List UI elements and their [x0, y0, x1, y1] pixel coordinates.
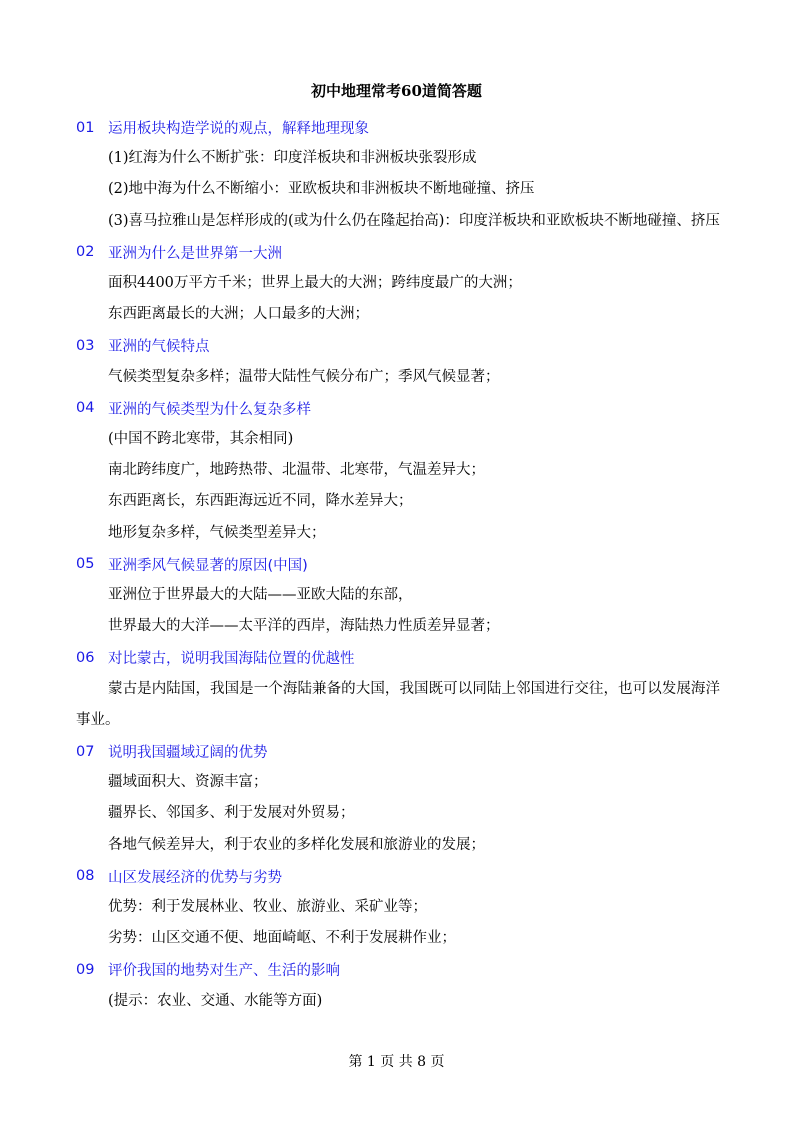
question-heading	[76, 112, 720, 143]
question-number: 04	[76, 400, 95, 417]
question-05	[76, 549, 720, 643]
question-02	[76, 237, 720, 331]
question-number: 06	[76, 649, 95, 666]
answer-line: 疆界长、邻国多、利于发展对外贸易；	[108, 805, 355, 822]
answer-line: (中国不跨北寒带，其余相同)	[108, 430, 294, 447]
answer-line: 亚洲位于世界最大的大陆——亚欧大陆的东部，	[108, 586, 413, 603]
question-number: 05	[76, 556, 95, 573]
question-number: 08	[76, 868, 95, 885]
question-heading	[76, 736, 720, 767]
question-01	[76, 112, 720, 237]
answer-line: 南北跨纬度广，地跨热带、北温带、北寒带，气温差异大；	[108, 462, 485, 479]
question-heading	[76, 393, 720, 424]
question-08	[76, 861, 720, 955]
question-number: 02	[76, 244, 95, 261]
question-03	[76, 330, 720, 392]
answer-line: (2)地中海为什么不断缩小：亚欧板块和非洲板块不断地碰撞、挤压	[108, 181, 535, 198]
question-heading	[76, 954, 720, 985]
question-title: 运用板块构造学说的观点，解释地理现象	[108, 121, 369, 138]
answer-line: (1)红海为什么不断扩张：印度洋板块和非洲板块张裂形成	[108, 150, 477, 167]
question-number: 01	[76, 119, 95, 136]
question-title: 亚洲的气候类型为什么复杂多样	[108, 401, 311, 418]
question-04	[76, 393, 720, 549]
answer-line: 世界最大的大洋——太平洋的西岸，海陆热力性质差异显著；	[108, 618, 500, 635]
question-number: 07	[76, 743, 95, 760]
answer-line: 优势：利于发展林业、牧业、旅游业、采矿业等；	[108, 898, 427, 915]
answer-line: 地形复杂多样，气候类型差异大；	[108, 524, 326, 541]
question-number: 03	[76, 337, 95, 354]
answer-line: (提示：农业、交通、水能等方面)	[108, 992, 323, 1009]
question-list	[76, 112, 720, 1017]
answer-line: 疆域面积大、资源丰富；	[108, 774, 268, 791]
question-06	[76, 642, 720, 736]
answer-line: 各地气候差异大，利于农业的多样化发展和旅游业的发展；	[108, 836, 485, 853]
answer-line: 劣势：山区交通不便、地面崎岖、不利于发展耕作业；	[108, 930, 456, 947]
question-title: 对比蒙古，说明我国海陆位置的优越性	[108, 651, 355, 668]
answer-line: 面积4400万平方千米；世界上最大的大洲；跨纬度最广的大洲；	[108, 274, 522, 291]
answer-paragraph: 蒙古是内陆国，我国是一个海陆兼备的大国，我国既可以同陆上邻国进行交往，也可以发展海洋事业。	[76, 680, 720, 728]
answer-line: 东西距离长，东西距海远近不同，降水差异大；	[108, 493, 413, 510]
question-title: 亚洲为什么是世界第一大洲	[108, 245, 282, 262]
answer-line: 气候类型复杂多样；温带大陆性气候分布广；季风气候显著；	[108, 368, 500, 385]
question-title: 评价我国的地势对生产、生活的影响	[108, 963, 340, 980]
question-heading	[76, 861, 720, 892]
question-heading	[76, 237, 720, 268]
question-number: 09	[76, 961, 95, 978]
question-heading	[76, 330, 720, 361]
question-title: 亚洲季风气候显著的原因(中国)	[108, 557, 308, 574]
question-title: 山区发展经济的优势与劣势	[108, 869, 282, 886]
page-title: 初中地理常考60道简答题	[311, 82, 482, 100]
answer-paragraph: (3)喜马拉雅山是怎样形成的(或为什么仍在隆起抬高)：印度洋板块和亚欧板块不断地碰撞、挤压	[108, 212, 720, 229]
answer-line: 东西距离最长的大洲；人口最多的大洲；	[108, 306, 369, 323]
question-title: 说明我国疆域辽阔的优势	[108, 745, 268, 762]
page-number: 第 1 页 共 8 页	[348, 1054, 445, 1070]
question-title: 亚洲的气候特点	[108, 339, 210, 356]
question-09	[76, 954, 720, 1016]
question-07	[76, 736, 720, 861]
question-heading	[76, 549, 720, 580]
question-heading	[76, 642, 720, 673]
